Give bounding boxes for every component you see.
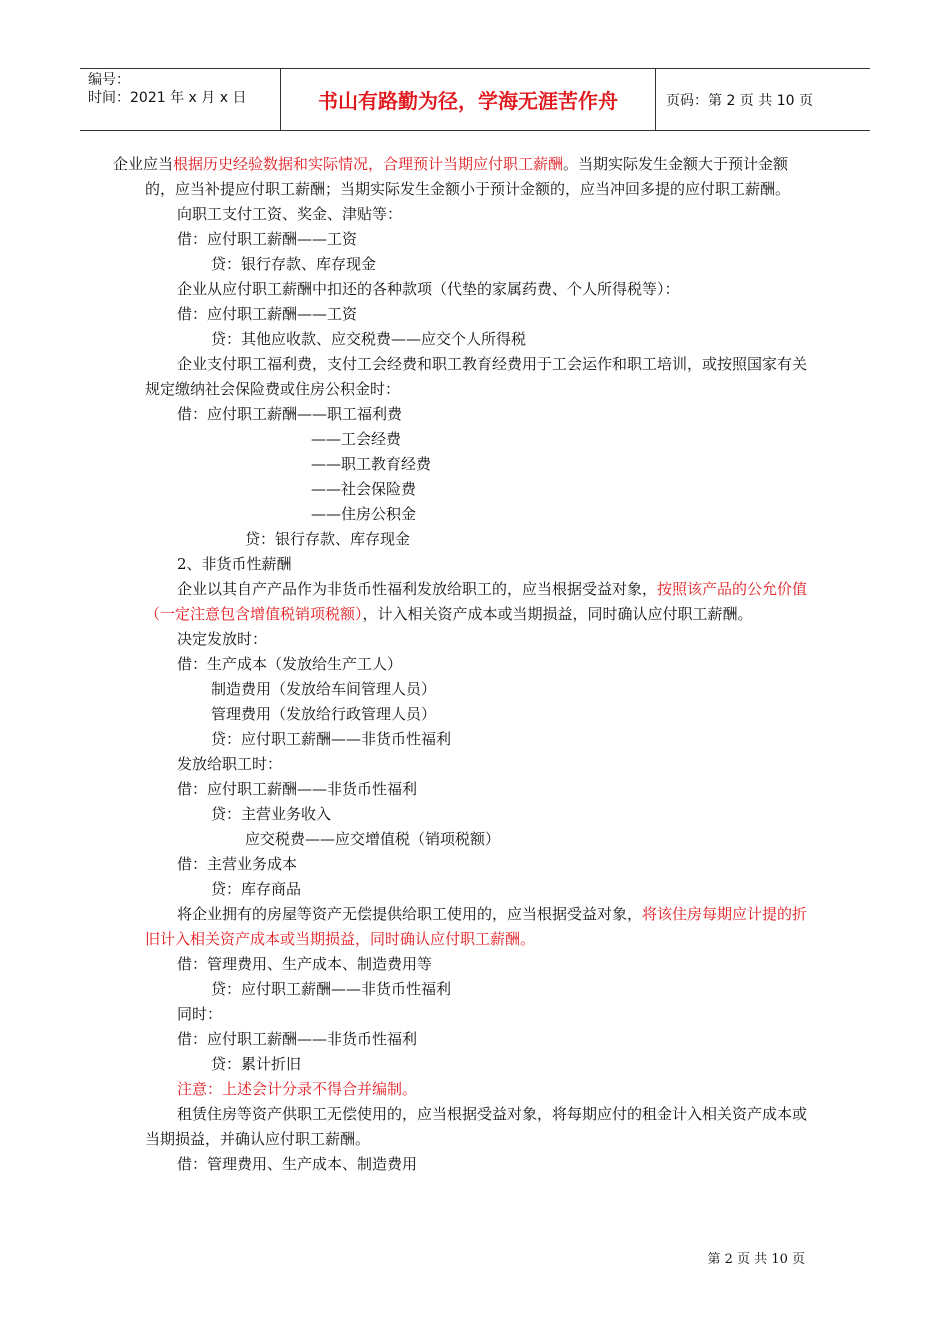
paragraph: 企业支付职工福利费，支付工会经费和职工教育经费用于工会运作和职工培训，或按照国家有关规定缴纳社会保险费或住房公积金时：	[145, 355, 808, 398]
line: ——社会保险费	[311, 480, 417, 498]
text: 。当期实际发生金额大于预计金额的，应当补提应付职工薪酬；当期实际发生金额小于预计金额的，应当冲回多提的应付职工薪酬。	[145, 155, 791, 198]
text: ，计入相关资产成本或当期损益，同时确认应付职工薪酬。	[362, 605, 753, 623]
line: 贷：其他应收款、应交税费——应交个人所得税	[211, 330, 527, 348]
line: 决定发放时：	[177, 630, 268, 648]
line: 贷：库存商品	[211, 880, 302, 898]
page-header	[80, 68, 870, 131]
line: 借：应付职工薪酬——工资	[177, 230, 358, 248]
code-label: 编号：	[88, 72, 130, 88]
note-text: 上述会计分录不得合并编制。	[222, 1080, 418, 1098]
line: ——职工教育经费	[311, 455, 432, 473]
paragraph: 租赁住房等资产供职工无偿使用的，应当根据受益对象，将每期应付的租金计入相关资产成本或当期损益，并确认应付职工薪酬。	[145, 1105, 808, 1148]
highlight-text: 根据历史经验数据和实际情况，合理预计当期应付职工薪酬	[173, 155, 564, 173]
line: 贷：银行存款、库存现金	[245, 530, 411, 548]
section-heading: 2、非货币性薪酬	[177, 555, 292, 573]
line: 借：应付职工薪酬——工资	[177, 305, 358, 323]
paragraph	[145, 577, 809, 627]
line: 发放给职工时：	[177, 755, 283, 773]
document-body	[113, 152, 809, 1177]
text: 企业应当	[113, 155, 174, 173]
line: 借：生产成本（发放给生产工人）	[177, 655, 403, 673]
line: 借：管理费用、生产成本、制造费用	[177, 1155, 418, 1173]
highlight-text: 按照该产品的公允价值（一定注意包含增值税销项税额）	[145, 580, 808, 623]
line: 贷：银行存款、库存现金	[211, 255, 377, 273]
note-label: 注意：	[177, 1080, 223, 1098]
page-footer: 第 2 页 共 10 页	[707, 1252, 805, 1267]
line: 贷：累计折旧	[211, 1055, 302, 1073]
line: 制造费用（发放给车间管理人员）	[211, 680, 437, 698]
line: 贷：主营业务收入	[211, 805, 332, 823]
line: ——住房公积金	[311, 505, 417, 523]
line: 企业从应付职工薪酬中扣还的各种款项（代垫的家属药费、个人所得税等）：	[177, 280, 680, 298]
line: 借：管理费用、生产成本、制造费用等	[177, 955, 433, 973]
header-page-info: 页码：第 2 页 共 10 页	[666, 92, 813, 109]
paragraph	[145, 902, 809, 952]
time-label: 时间：2021 年 x 月 x 日	[88, 90, 247, 106]
text: 将企业拥有的房屋等资产无偿提供给职工使用的，应当根据受益对象，	[177, 905, 643, 923]
highlight-text: 将该住房每期应计提的折旧计入相关资产成本或当期损益，同时确认应付职工薪酬。	[145, 905, 808, 948]
line: 借：应付职工薪酬——职工福利费	[177, 405, 403, 423]
header-motto: 书山有路勤为径，学海无涯苦作舟	[281, 69, 656, 130]
paragraph	[113, 152, 809, 202]
header-meta	[80, 69, 281, 130]
line: 贷：应付职工薪酬——非货币性福利	[211, 730, 452, 748]
line: 同时：	[177, 1005, 223, 1023]
note-line	[145, 1077, 809, 1102]
line: 管理费用（发放给行政管理人员）	[211, 705, 437, 723]
line: 应交税费——应交增值税（销项税额）	[245, 830, 501, 848]
line: 借：主营业务成本	[177, 855, 298, 873]
line: 借：应付职工薪酬——非货币性福利	[177, 780, 418, 798]
line: ——工会经费	[311, 430, 402, 448]
line: 贷：应付职工薪酬——非货币性福利	[211, 980, 452, 998]
line: 向职工支付工资、奖金、津贴等：	[177, 205, 403, 223]
line: 借：应付职工薪酬——非货币性福利	[177, 1030, 418, 1048]
text: 企业以其自产产品作为非货币性福利发放给职工的，应当根据受益对象，	[177, 580, 658, 598]
